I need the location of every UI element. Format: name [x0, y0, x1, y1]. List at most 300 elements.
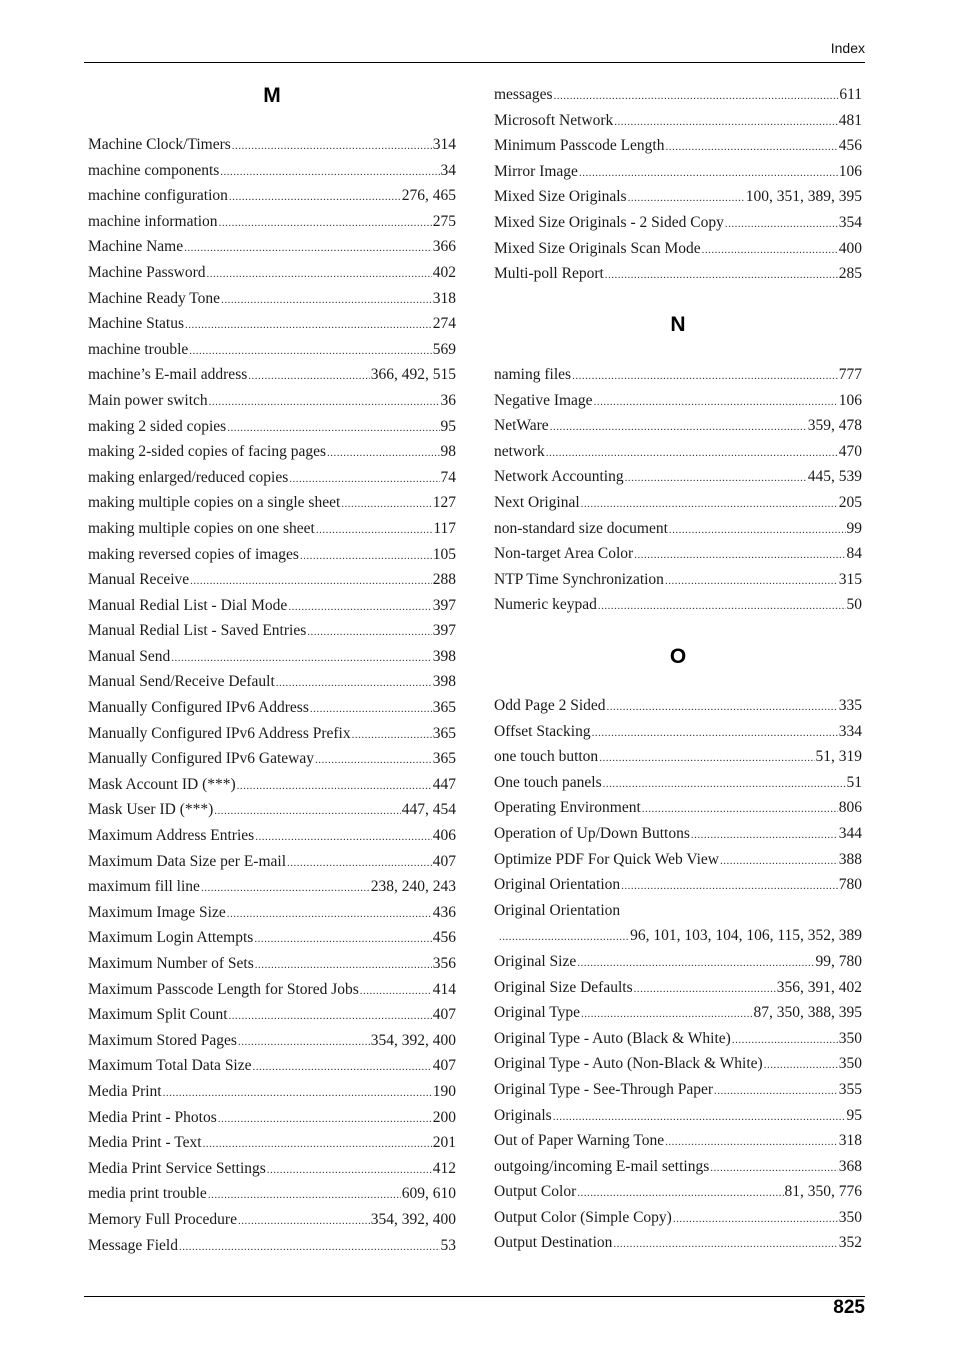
index-entry [88, 260, 456, 286]
dot-leader [237, 774, 432, 798]
index-entry [88, 669, 456, 695]
index-entry-pages: 436 [432, 903, 456, 921]
index-entry [494, 1000, 862, 1026]
index-entry [494, 1230, 862, 1256]
index-entry-term: Mask User ID (***) [88, 801, 214, 819]
index-entry-pages: 238, 240, 243 [370, 878, 456, 896]
index-entry-pages: 51, 319 [815, 748, 862, 766]
index-entry-term: media print trouble [88, 1185, 207, 1203]
index-entry-term: Optimize PDF For Quick Web View [494, 850, 719, 868]
index-entry-term: Offset Stacking [494, 722, 591, 740]
index-entry-pages: 354 [838, 213, 862, 231]
index-entry-term: NTP Time Synchronization [494, 570, 664, 588]
index-entry-pages: 276, 465 [401, 187, 456, 205]
index-entry-pages: 285 [838, 265, 862, 283]
index-entry-pages: 288 [432, 571, 456, 589]
dot-leader [220, 160, 439, 184]
index-entry [494, 210, 862, 236]
index-entry-term: Mixed Size Originals [494, 188, 627, 206]
dot-leader [598, 594, 846, 618]
index-entry-pages: 34 [440, 161, 456, 179]
dot-leader [581, 1002, 752, 1026]
dot-leader [190, 569, 432, 593]
index-entry-term: Negative Image [494, 391, 593, 409]
index-entry-pages: 350 [838, 1029, 862, 1047]
index-entry [494, 261, 862, 287]
index-entry [88, 465, 456, 491]
dot-leader [238, 1209, 370, 1233]
index-entry [494, 1179, 862, 1205]
index-entry-term: making 2-sided copies of facing pages [88, 443, 327, 461]
index-entry [494, 1128, 862, 1154]
index-entry-term: Operating Environment [494, 799, 641, 817]
index-entry-term: Machine Password [88, 263, 206, 281]
index-entry-pages: 447 [432, 775, 456, 793]
dot-leader [732, 1028, 838, 1052]
index-entry-pages: 96, 101, 103, 104, 106, 115, 352, 389 [630, 927, 862, 945]
dot-leader [289, 467, 439, 491]
dot-leader [288, 595, 431, 619]
index-entry-pages: 318 [432, 289, 456, 307]
index-entry-term: Original Type - Auto (Black & White) [494, 1029, 731, 1047]
dot-leader [581, 492, 838, 516]
dot-leader [666, 135, 838, 159]
dot-leader [171, 646, 432, 670]
index-entry [494, 872, 862, 898]
index-entry-term: Maximum Image Size [88, 903, 226, 921]
dot-leader [221, 288, 432, 312]
dot-leader [553, 1105, 846, 1129]
index-entry [494, 821, 862, 847]
dot-leader [579, 161, 838, 185]
index-entry [88, 490, 456, 516]
index-entry-pages: 456 [838, 137, 862, 155]
index-entry [88, 1233, 456, 1259]
dot-leader [673, 1207, 838, 1231]
index-entry-term: Odd Page 2 Sided [494, 697, 606, 714]
index-entry-pages: 51 [846, 773, 862, 791]
index-entry-term: Original Size [494, 952, 577, 970]
index-entry-pages: 398 [432, 647, 456, 665]
index-entry-pages: 398 [432, 673, 456, 691]
index-entry-term: messages [494, 86, 553, 103]
index-entry [88, 542, 456, 568]
index-entry-pages: 412 [432, 1159, 456, 1177]
index-entry-term: machine components [88, 161, 220, 179]
index-entry [494, 1103, 862, 1129]
dot-leader [179, 1235, 440, 1259]
index-entry [494, 592, 862, 618]
index-entry-term: Manually Configured IPv6 Gateway [88, 750, 314, 768]
index-entry [494, 1051, 862, 1077]
dot-leader [554, 84, 839, 108]
index-entry [494, 898, 862, 924]
index-entry-pages: 397 [432, 622, 456, 640]
index-entry-pages: 190 [432, 1082, 456, 1100]
index-entry-term: Manual Redial List - Saved Entries [88, 622, 307, 640]
dot-leader [634, 977, 776, 1001]
index-entry-pages: 366, 492, 515 [370, 366, 456, 384]
dot-leader [725, 212, 838, 236]
index-entry [494, 847, 862, 873]
dot-leader [300, 544, 432, 568]
dot-leader [341, 492, 431, 516]
index-entry-term: one touch button [494, 748, 599, 766]
index-entry [88, 977, 456, 1003]
dot-leader [577, 1181, 783, 1205]
index-entry [88, 311, 456, 337]
index-list-m [88, 132, 456, 1258]
index-entry-term: Maximum Passcode Length for Stored Jobs [88, 980, 359, 998]
dot-leader [360, 979, 432, 1003]
dot-leader [254, 927, 431, 951]
index-entry [88, 593, 456, 619]
index-entry-pages: 780 [838, 876, 862, 894]
dot-leader [499, 925, 629, 949]
dot-leader [764, 1053, 838, 1077]
index-entry-pages: 50 [846, 596, 862, 614]
index-entry [494, 1026, 862, 1052]
index-entry-pages: 365 [432, 724, 456, 742]
index-entry-pages: 354, 392, 400 [370, 1210, 456, 1228]
index-entry-term: Maximum Address Entries [88, 827, 255, 845]
index-entry-term: non-standard size document [494, 519, 668, 537]
index-entry [494, 693, 862, 719]
index-entry [494, 490, 862, 516]
index-entry-pages: 366 [432, 238, 456, 256]
index-entry [88, 1207, 456, 1233]
index-entry [494, 82, 862, 108]
index-entry-term: Media Print [88, 1082, 162, 1100]
index-entry-pages: 354, 392, 400 [370, 1031, 456, 1049]
index-entry [494, 770, 862, 796]
index-entry-term: Memory Full Procedure [88, 1210, 237, 1228]
index-list-o [494, 693, 862, 1256]
index-entry-term: naming files [494, 366, 572, 383]
dot-leader [227, 902, 432, 926]
index-entry [88, 516, 456, 542]
index-entry [494, 1154, 862, 1180]
index-entry-term: Media Print - Photos [88, 1108, 217, 1126]
index-entry-pages: 402 [432, 263, 456, 281]
index-entry [88, 234, 456, 260]
index-entry [88, 849, 456, 875]
footer-rule [84, 1296, 865, 1297]
dot-leader [219, 211, 432, 235]
index-entry-term: Mixed Size Originals - 2 Sided Copy [494, 213, 724, 231]
dot-leader [307, 620, 432, 644]
index-entry [88, 797, 456, 823]
index-entry-term: Original Type [494, 1004, 581, 1022]
index-entry-term: Machine Name [88, 238, 184, 256]
dot-leader [232, 134, 432, 158]
index-entry-term: One touch panels [494, 773, 602, 791]
index-entry-term: Mirror Image [494, 162, 578, 180]
index-entry [494, 744, 862, 770]
dot-leader [702, 238, 838, 262]
dot-leader [665, 1130, 838, 1154]
dot-leader [594, 390, 838, 414]
index-entry [494, 362, 862, 388]
index-entry [88, 158, 456, 184]
index-entry-term: Output Color [494, 1183, 577, 1201]
dot-leader [720, 849, 838, 873]
index-entry [494, 949, 862, 975]
index-entry-pages: 365 [432, 750, 456, 768]
dot-leader [550, 415, 807, 439]
index-entry-term: Manually Configured IPv6 Address Prefix [88, 724, 351, 742]
index-entry-term: Media Print Service Settings [88, 1159, 266, 1177]
index-entry-pages: 74 [440, 468, 456, 486]
dot-leader [691, 823, 838, 847]
index-entry-term: Machine Clock/Timers [88, 136, 231, 153]
section-heading-m: M [263, 84, 281, 107]
index-entry [88, 618, 456, 644]
index-entry [88, 1156, 456, 1182]
page-number: 825 [833, 1297, 865, 1318]
index-entry-term: Machine Status [88, 315, 184, 333]
index-entry [88, 1002, 456, 1028]
index-entry-term: Microsoft Network [494, 111, 614, 129]
index-entry-pages: 106 [838, 162, 862, 180]
index-entry-term: Original Orientation [494, 901, 621, 919]
index-entry [494, 413, 862, 439]
index-entry-term: Maximum Split Count [88, 1006, 228, 1024]
index-entry-pages: 400 [838, 239, 862, 257]
index-entry-pages: 414 [432, 980, 456, 998]
index-entry-pages: 388 [838, 850, 862, 868]
index-entry-pages: 201 [432, 1134, 456, 1152]
index-entry-term: Maximum Number of Sets [88, 955, 254, 972]
index-entry-pages: 95 [846, 1106, 862, 1124]
index-entry-pages: 445, 539 [807, 468, 862, 486]
index-entry-pages: 611 [839, 86, 862, 103]
dot-leader [208, 1183, 401, 1207]
dot-leader [287, 851, 432, 875]
index-entry [494, 108, 862, 134]
dot-leader [614, 110, 838, 134]
index-entry-pages: 359, 478 [807, 417, 862, 435]
index-entry-term: Maximum Login Attempts [88, 929, 254, 947]
index-entry [494, 1205, 862, 1231]
dot-leader [255, 825, 432, 849]
index-entry [88, 337, 456, 363]
index-entry-pages: 447, 454 [401, 801, 456, 819]
dot-leader [248, 364, 369, 388]
index-entry-pages: 106 [838, 391, 862, 409]
dot-leader [209, 390, 440, 414]
dot-leader [315, 748, 432, 772]
dot-leader [599, 746, 814, 770]
dot-leader [625, 466, 807, 490]
index-entry [494, 464, 862, 490]
dot-leader [316, 518, 432, 542]
index-entry-term: Manual Send [88, 647, 171, 665]
index-entry-pages: 99, 780 [815, 952, 862, 970]
index-entry-term: making reversed copies of images [88, 545, 299, 563]
dot-leader [203, 1132, 432, 1156]
index-entry [88, 925, 456, 951]
index-entry-term: Manually Configured IPv6 Address [88, 699, 309, 717]
index-entry-pages: 53 [440, 1236, 456, 1254]
index-entry [88, 900, 456, 926]
dot-leader [592, 721, 838, 745]
dot-leader [189, 339, 431, 363]
header-rule [84, 62, 865, 63]
index-entry-term: making multiple copies on a single sheet [88, 494, 341, 512]
index-entry [88, 644, 456, 670]
dot-leader [214, 799, 400, 823]
dot-leader [310, 697, 432, 721]
dot-leader [207, 262, 432, 286]
index-entry-term: machine trouble [88, 340, 189, 358]
index-entry [494, 567, 862, 593]
index-entry-term: Manual Redial List - Dial Mode [88, 596, 288, 614]
dot-leader [163, 1081, 432, 1105]
index-entry [88, 414, 456, 440]
index-entry-term: Minimum Passcode Length [494, 137, 665, 155]
index-entry-term: making 2 sided copies [88, 417, 227, 435]
index-entry-pages: 105 [432, 545, 456, 563]
index-entry-pages: 470 [838, 442, 862, 460]
index-entry-pages: 335 [838, 697, 862, 714]
index-entry [88, 746, 456, 772]
index-entry-term: network [494, 442, 545, 460]
index-entry-pages: 84 [846, 545, 862, 563]
index-entry-pages: 407 [432, 1057, 456, 1075]
index-entry-term: machine information [88, 212, 218, 230]
dot-leader [185, 313, 432, 337]
index-entry [494, 388, 862, 414]
dot-leader [603, 772, 846, 796]
index-entry [494, 516, 862, 542]
index-entry [88, 1130, 456, 1156]
dot-leader [613, 1232, 837, 1256]
index-entry [88, 695, 456, 721]
index-entry-pages: 407 [432, 1006, 456, 1024]
index-entry [88, 132, 456, 158]
index-entry [494, 236, 862, 262]
index-entry [88, 1053, 456, 1079]
index-entry [494, 439, 862, 465]
dot-leader [621, 874, 838, 898]
index-list-n [494, 362, 862, 618]
dot-leader [253, 1055, 432, 1079]
index-entry-term: Main power switch [88, 391, 208, 409]
index-entry [494, 923, 862, 949]
dot-leader [227, 416, 439, 440]
dot-leader [276, 671, 432, 695]
index-entry-term: Next Original [494, 493, 580, 511]
index-entry [88, 183, 456, 209]
index-entry-pages: 200 [432, 1108, 456, 1126]
index-entry [494, 1077, 862, 1103]
dot-leader [577, 951, 814, 975]
index-entry [88, 362, 456, 388]
index-entry-pages: 806 [838, 799, 862, 817]
index-entry-term: Mixed Size Originals Scan Mode [494, 239, 701, 257]
index-entry-term: Original Type - Auto (Non-Black & White) [494, 1055, 763, 1073]
index-entry-term: Multi-poll Report [494, 265, 604, 283]
index-entry-pages: 352 [838, 1234, 862, 1252]
index-entry-pages: 609, 610 [401, 1185, 456, 1203]
dot-leader [665, 569, 838, 593]
index-entry-pages: 481 [838, 111, 862, 129]
index-entry-pages: 350 [838, 1208, 862, 1226]
dot-leader [669, 518, 846, 542]
index-entry-pages: 368 [838, 1157, 862, 1175]
index-entry-pages: 36 [440, 391, 456, 409]
index-entry [494, 795, 862, 821]
index-entry-term: machine’s E-mail address [88, 366, 248, 384]
index-entry-term: Output Color (Simple Copy) [494, 1208, 672, 1226]
index-entry-term: making enlarged/reduced copies [88, 468, 289, 486]
index-entry [494, 184, 862, 210]
header-section-label: Index [830, 40, 865, 56]
index-entry [494, 159, 862, 185]
index-entry [88, 823, 456, 849]
index-entry-pages: 99 [846, 519, 862, 537]
dot-leader [327, 441, 439, 465]
index-entry-term: Original Type - See-Through Paper [494, 1080, 714, 1098]
index-entry-term: Machine Ready Tone [88, 289, 221, 307]
dot-leader [634, 543, 845, 567]
dot-leader [229, 185, 401, 209]
index-entry [88, 1028, 456, 1054]
index-entry-pages: 98 [440, 443, 456, 461]
index-entry-term: making multiple copies on one sheet [88, 519, 315, 537]
dot-leader [607, 695, 838, 719]
index-entry-term: Out of Paper Warning Tone [494, 1132, 665, 1150]
dot-leader [628, 186, 745, 210]
index-entry-pages: 569 [432, 340, 456, 358]
index-entry-pages: 344 [838, 824, 862, 842]
index-entry [88, 439, 456, 465]
index-entry-term: Message Field [88, 1236, 178, 1254]
index-entry-term: maximum fill line [88, 878, 200, 896]
index-entry [88, 1079, 456, 1105]
index-entry-pages: 356 [432, 955, 456, 972]
index-entry [494, 541, 862, 567]
index-entry-term: Output Destination [494, 1234, 613, 1252]
dot-leader [546, 441, 838, 465]
index-entry-pages: 95 [440, 417, 456, 435]
index-entry-pages: 205 [838, 493, 862, 511]
dot-leader [642, 797, 838, 821]
index-entry-term: Original Size Defaults [494, 978, 633, 996]
index-entry [494, 975, 862, 1001]
dot-leader [352, 723, 432, 747]
index-entry-term: Manual Send/Receive Default [88, 673, 275, 691]
index-entry-pages: 117 [433, 519, 456, 537]
index-entry-term: Operation of Up/Down Buttons [494, 824, 690, 842]
dot-leader [184, 236, 432, 260]
dot-leader [218, 1107, 432, 1131]
index-entry-pages: 365 [432, 699, 456, 717]
index-entry-term: Maximum Data Size per E-mail [88, 852, 286, 870]
index-entry-term: Non-target Area Color [494, 545, 634, 563]
index-entry-pages: 355 [838, 1080, 862, 1098]
dot-leader [572, 364, 838, 388]
index-entry-pages: 318 [838, 1132, 862, 1150]
index-entry-term: Network Accounting [494, 468, 624, 486]
dot-leader [267, 1158, 432, 1182]
index-entry [88, 721, 456, 747]
index-entry [88, 1181, 456, 1207]
index-entry-pages: 456 [432, 929, 456, 947]
index-entry-term: outgoing/incoming E-mail settings [494, 1157, 710, 1175]
index-entry-pages: 356, 391, 402 [776, 978, 862, 996]
